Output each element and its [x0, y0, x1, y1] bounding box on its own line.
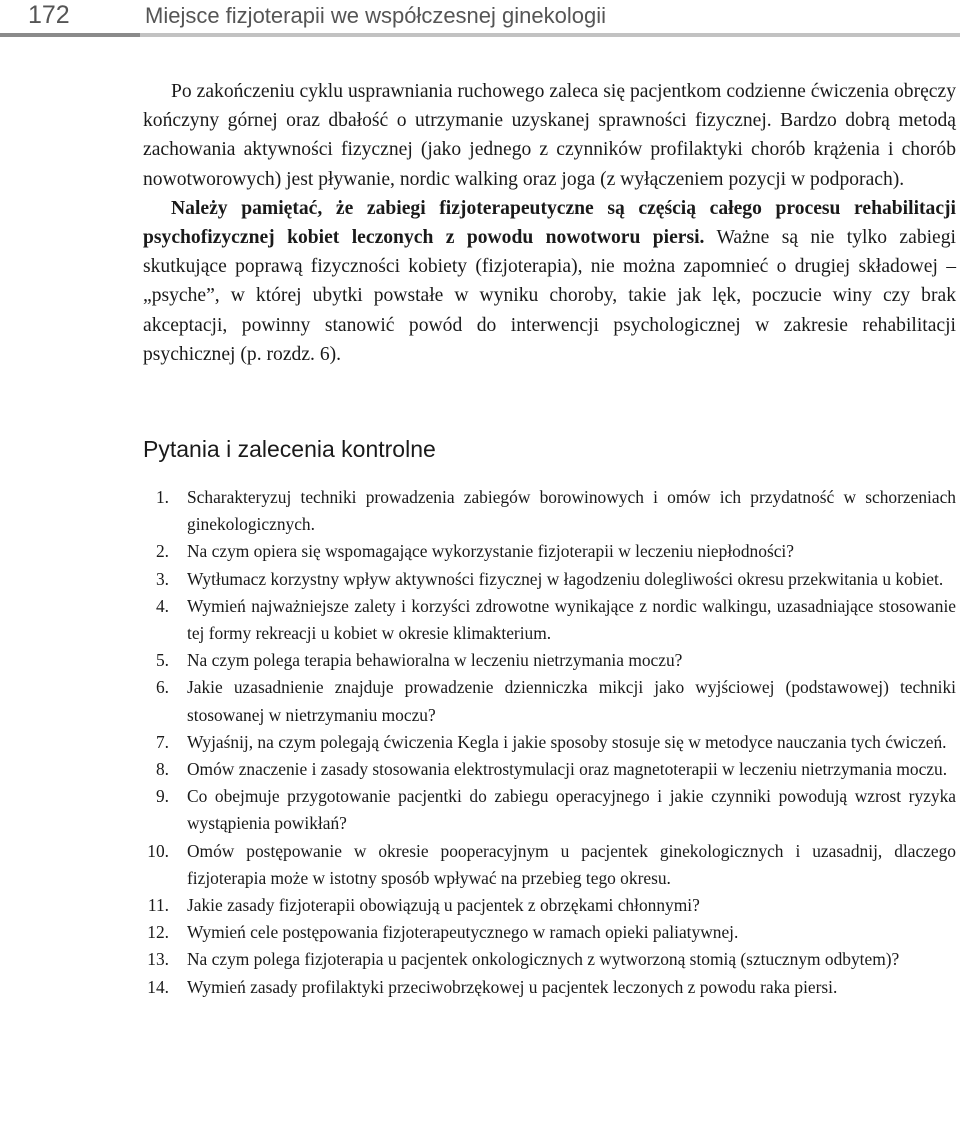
question-item [143, 484, 956, 538]
question-item [143, 892, 956, 919]
question-item [143, 783, 956, 837]
question-text: Wymień najważniejsze zalety i korzyści zdrowotne wynikające z nordic walkingu, uzasadniające stosowanie tej formy rekreacji u kobiet w okresie klimakterium. [187, 595, 956, 644]
question-number: 10. [147, 840, 169, 861]
question-item [143, 729, 956, 756]
body-text [143, 77, 956, 369]
header-rule [0, 33, 960, 37]
question-text: Omów postępowanie w okresie pooperacyjnym u pacjentek ginekologicznych i uzasadnij, dlaczego fizjoterapia może w istotny sposób wpływać na przebieg tego okresu. [187, 840, 956, 888]
question-number: 12. [147, 922, 169, 943]
paragraph-text: Po zakończeniu cyklu usprawniania ruchowego zaleca się pacjentkom codzienne ćwiczenia obręczy kończyny górnej oraz dbałość o utrzymanie uzyskanej sprawności fizycznej. Bardzo dobrą metodą zachowania aktywności fizycznej (jako jednego z czynników profilaktyki chorób krążenia i chorób nowotworowych) jest pływanie, nordic walking oraz joga (z wyłączeniem pozycji w podporach). [143, 81, 956, 190]
question-item [143, 674, 956, 728]
question-number: 3. [155, 568, 169, 589]
question-number: 9. [155, 786, 169, 807]
question-item [143, 566, 956, 593]
question-text: Na czym polega fizjoterapia u pacjentek onkologicznych z wytworzoną stomią (sztucznym odbytem)? [187, 949, 900, 970]
question-item [143, 919, 956, 946]
question-item [143, 647, 956, 674]
question-item [143, 756, 956, 783]
paragraph-text: Ważne są nie tylko zabiegi skutkujące poprawą fizyczności kobiety (fizjoterapia), nie można zapomnieć o drugiej składowej – „psyche”, w której ubytki powstałe w wyniku choroby, takie jak lęk, poczucie winy czy brak akceptacji, powinny stanowić powód do interwencji psychologicznej w zakresie rehabilitacji psychicznej (p. rozdz. 6). [143, 227, 956, 365]
question-text: Scharakteryzuj techniki prowadzenia zabiegów borowinowych i omów ich przydatność w schorzeniach ginekologicznych. [187, 487, 956, 535]
question-text: Wymień zasady profilaktyki przeciwobrzękowej u pacjentek leczonych z powodu raka piersi. [187, 976, 838, 997]
question-text: Jakie zasady fizjoterapii obowiązują u pacjentek z obrzękami chłonnymi? [187, 895, 700, 916]
question-number: 5. [155, 650, 169, 671]
question-number: 13. [147, 949, 169, 970]
question-item [143, 593, 956, 647]
question-text: Wyjaśnij, na czym polegają ćwiczenia Kegla i jakie sposoby stosuje się w metodyce nauczania tych ćwiczeń. [187, 731, 947, 752]
question-text: Na czym polega terapia behawioralna w leczeniu nietrzymania moczu? [187, 650, 683, 671]
running-title: Miejsce fizjoterapii we współczesnej ginekologii [145, 3, 606, 28]
question-number: 11. [147, 895, 169, 916]
paragraph-emphasis: Należy pamiętać, że zabiegi fizjoterapeutyczne są częścią całego procesu rehabilitacji psychofizycznej kobiet leczonych z powodu nowotworu piersi. [143, 197, 956, 249]
question-text: Na czym opiera się wspomagające wykorzystanie fizjoterapii w leczeniu niepłodności? [187, 541, 794, 562]
page-number: 172 [28, 1, 70, 29]
question-number: 1. [155, 487, 169, 507]
page-header [0, 0, 960, 36]
question-number: 4. [155, 595, 169, 616]
question-number: 6. [155, 677, 169, 698]
question-number: 7. [155, 731, 169, 752]
question-number: 2. [155, 541, 169, 562]
question-item [143, 538, 956, 565]
question-text: Co obejmuje przygotowanie pacjentki do zabiegu operacyjnego i jakie czynniki powodują wzrost ryzyka wystąpienia powikłań? [187, 786, 956, 834]
questions-list [143, 484, 956, 1001]
question-number: 14. [147, 976, 169, 997]
question-text: Wymień cele postępowania fizjoterapeutycznego w ramach opieki paliatywnej. [187, 922, 739, 943]
question-item [143, 946, 956, 973]
question-number: 8. [155, 759, 169, 780]
question-text: Jakie uzasadnienie znajduje prowadzenie dzienniczka mikcji jako wyjściowej (podstawowej) techniki stosowanej w nietrzymaniu moczu? [187, 677, 956, 725]
section-heading: Pytania i zalecenia kontrolne [143, 436, 436, 462]
paragraph [143, 77, 956, 194]
question-item [143, 974, 956, 1001]
question-text: Wytłumacz korzystny wpływ aktywności fizycznej w łagodzeniu dolegliwości okresu przekwitania u kobiet. [187, 568, 944, 589]
question-text: Omów znaczenie i zasady stosowania elektrostymulacji oraz magnetoterapii w leczeniu nietrzymania moczu. [187, 759, 948, 780]
paragraph [143, 194, 956, 369]
header-rule-accent [0, 33, 140, 37]
question-item [143, 838, 956, 892]
